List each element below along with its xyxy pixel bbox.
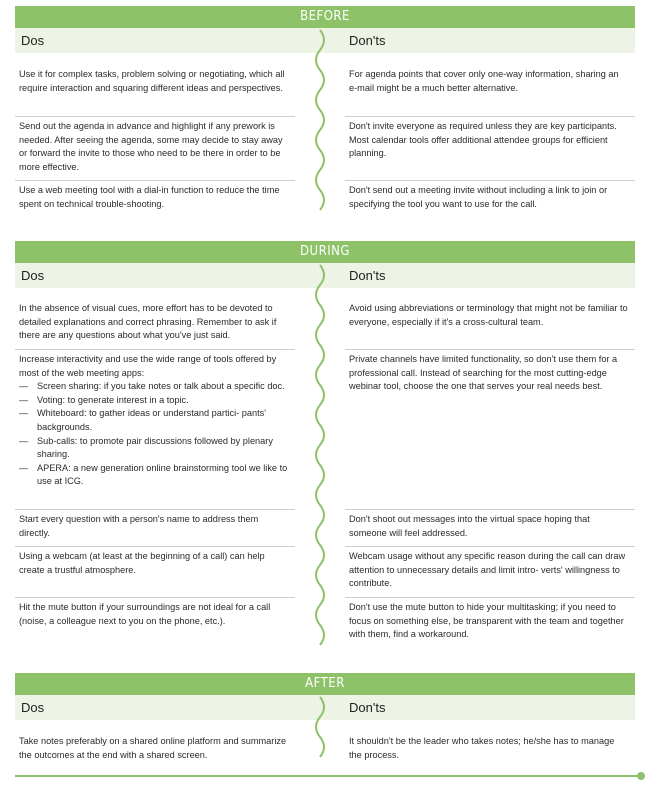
before-section — [15, 6, 635, 214]
do-text: Start every question with a person's name to address them directly. — [19, 514, 259, 538]
dos-heading: Dos — [21, 268, 45, 283]
dont-text: Private channels have limited functionality, so don't use them for a professional call. Instead of searching for the most cutting-edge webinar tool, choose the one that serves your real needs best. — [349, 354, 618, 392]
do-text: Increase interactivity and use the wide range of tools offered by most of the web meeting apps: — [19, 354, 277, 378]
dont-text: Don't send out a meeting invite without including a link to join or specifying the tool you want to use for the call. — [349, 185, 608, 209]
list-item: — APERA: a new generation online brainstorming tool we like to use at ICG. — [19, 462, 289, 489]
dont-text: It shouldn't be the leader who takes notes; he/she has to manage the process. — [349, 736, 615, 760]
list-item: — Screen sharing: if you take notes or talk about a specific doc. — [19, 380, 289, 394]
dont-text: Don't invite everyone as required unless they are key participants. Most calendar tools offer additional attendee groups for efficient planning. — [349, 121, 617, 159]
wave-divider — [15, 241, 635, 647]
dos-heading: Dos — [21, 700, 45, 715]
wave-divider — [15, 6, 635, 214]
during-section — [15, 241, 635, 647]
donts-heading: Don'ts — [349, 700, 386, 715]
dos-heading: Dos — [21, 33, 45, 48]
do-text: Use a web meeting tool with a dial-in function to reduce the time spent on technical trouble-shooting. — [19, 185, 280, 209]
bottom-rule-dot — [637, 772, 645, 780]
dont-text: Don't use the mute button to hide your multitasking; if you need to focus on something else, be transparent with the team and together with them, find a workaround. — [349, 602, 624, 640]
bottom-rule — [15, 775, 637, 777]
do-text: Take notes preferably on a shared online platform and summarize the outcomes at the end with a shared screen. — [19, 736, 287, 760]
do-text: In the absence of visual cues, more effort has to be devoted to detailed explanations and correct phrasing. Remember to ask if there are any questions about what you've just said. — [19, 303, 277, 341]
dont-text: Webcam usage without any specific reason during the call can draw attention to unnecessary details and limit intro- verts' willingness to contribute. — [349, 551, 626, 589]
dont-text: For agenda points that cover only one-way information, sharing an e-mail might be a much better alternative. — [349, 69, 619, 93]
do-text: Use it for complex tasks, problem solving or negotiating, which all require interaction and squaring different ideas and perspectives. — [19, 69, 285, 93]
dont-text: Don't shoot out messages into the virtual space hoping that someone will feel addressed. — [349, 514, 590, 538]
do-text: Hit the mute button if your surroundings are not ideal for a call (noise, a colleague next to you on the phone, etc.). — [19, 602, 271, 626]
list-item: — Voting: to generate interest in a topic. — [19, 394, 289, 408]
list-item: — Sub-calls: to promote pair discussions followed by plenary sharing. — [19, 435, 289, 462]
during-banner: DURING — [15, 241, 635, 263]
wave-divider — [15, 673, 635, 773]
list-item: — Whiteboard: to gather ideas or understand partici- pants' backgrounds. — [19, 407, 289, 434]
after-section — [15, 673, 635, 773]
donts-heading: Don'ts — [349, 268, 386, 283]
do-text: Using a webcam (at least at the beginning of a call) can help create a trustful atmosphere. — [19, 551, 265, 575]
do-text: Send out the agenda in advance and highlight if any prework is needed. After seeing the agenda, some may decide to stay away or forward the invite to those who need to be there in order to be more effective. — [19, 121, 283, 172]
dont-text: Avoid using abbreviations or terminology that might not be familiar to everyone, especially if it's a cross-cultural team. — [349, 303, 628, 327]
donts-heading: Don'ts — [349, 33, 386, 48]
before-banner: BEFORE — [15, 6, 635, 28]
after-banner: AFTER — [15, 673, 635, 695]
